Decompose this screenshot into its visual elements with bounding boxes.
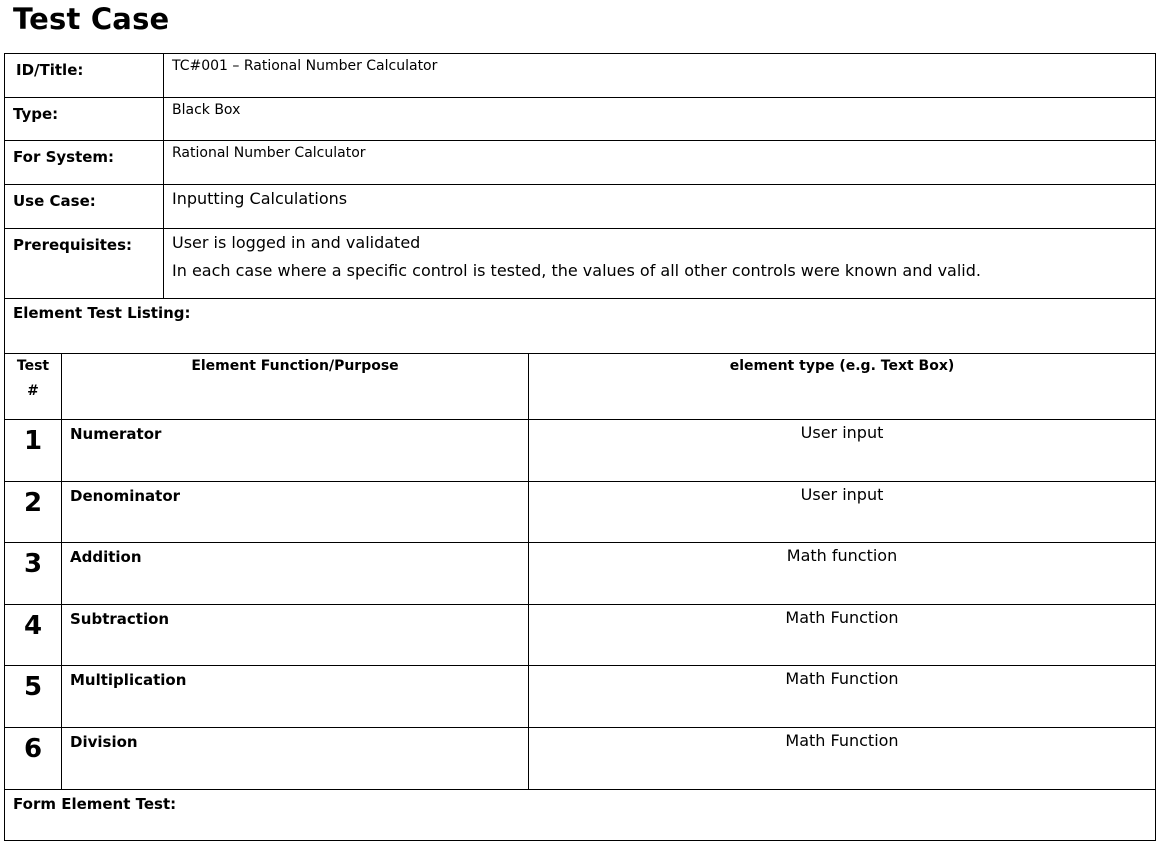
element-type: Math function bbox=[529, 543, 1156, 605]
table-row bbox=[5, 482, 1156, 543]
table-row bbox=[5, 420, 1156, 482]
prerequisites-row bbox=[5, 229, 1156, 299]
prerequisites-value bbox=[164, 229, 1156, 299]
element-test-table bbox=[4, 353, 1156, 841]
test-case-info-table bbox=[4, 53, 1156, 354]
element-type: User input bbox=[529, 482, 1156, 543]
type-row bbox=[5, 98, 1156, 141]
for-system-value: Rational Number Calculator bbox=[164, 141, 1156, 185]
test-number-header-line1: Test bbox=[16, 358, 50, 374]
prerequisite-line-1: User is logged in and validated bbox=[172, 233, 421, 252]
table-row bbox=[5, 605, 1156, 666]
element-type: Math Function bbox=[529, 728, 1156, 790]
for-system-label: For System: bbox=[5, 141, 164, 185]
test-number: 2 bbox=[5, 482, 62, 543]
type-label: Type: bbox=[5, 98, 164, 141]
use-case-row bbox=[5, 185, 1156, 229]
element-function: Denominator bbox=[62, 482, 529, 543]
id-title-row bbox=[5, 54, 1156, 98]
test-number-header bbox=[5, 354, 62, 420]
element-function-header: Element Function/Purpose bbox=[62, 354, 529, 420]
form-element-test-row bbox=[5, 790, 1156, 841]
element-type: Math Function bbox=[529, 666, 1156, 728]
table-row bbox=[5, 728, 1156, 790]
type-value: Black Box bbox=[164, 98, 1156, 141]
page-title: Test Case bbox=[13, 2, 170, 36]
element-test-listing-row bbox=[5, 299, 1156, 354]
element-function: Multiplication bbox=[62, 666, 529, 728]
for-system-row bbox=[5, 141, 1156, 185]
element-type: Math Function bbox=[529, 605, 1156, 666]
test-number-header-line2: # bbox=[27, 383, 39, 399]
element-type-header: element type (e.g. Text Box) bbox=[529, 354, 1156, 420]
prerequisite-line-2: In each case where a specific control is tested, the values of all other controls were known and valid. bbox=[172, 261, 981, 280]
element-function: Numerator bbox=[62, 420, 529, 482]
element-table-header-row bbox=[5, 354, 1156, 420]
element-function: Division bbox=[62, 728, 529, 790]
id-title-label: ID/Title: bbox=[5, 54, 164, 98]
id-title-value: TC#001 – Rational Number Calculator bbox=[164, 54, 1156, 98]
element-function: Subtraction bbox=[62, 605, 529, 666]
element-test-listing-label: Element Test Listing: bbox=[5, 299, 1156, 354]
use-case-value: Inputting Calculations bbox=[164, 185, 1156, 229]
element-function: Addition bbox=[62, 543, 529, 605]
prerequisites-label: Prerequisites: bbox=[5, 229, 164, 299]
use-case-label: Use Case: bbox=[5, 185, 164, 229]
test-number: 6 bbox=[5, 728, 62, 790]
element-type: User input bbox=[529, 420, 1156, 482]
test-number: 3 bbox=[5, 543, 62, 605]
form-element-test-label: Form Element Test: bbox=[5, 790, 1156, 841]
table-row bbox=[5, 666, 1156, 728]
test-number: 4 bbox=[5, 605, 62, 666]
test-number: 1 bbox=[5, 420, 62, 482]
table-row bbox=[5, 543, 1156, 605]
test-number: 5 bbox=[5, 666, 62, 728]
